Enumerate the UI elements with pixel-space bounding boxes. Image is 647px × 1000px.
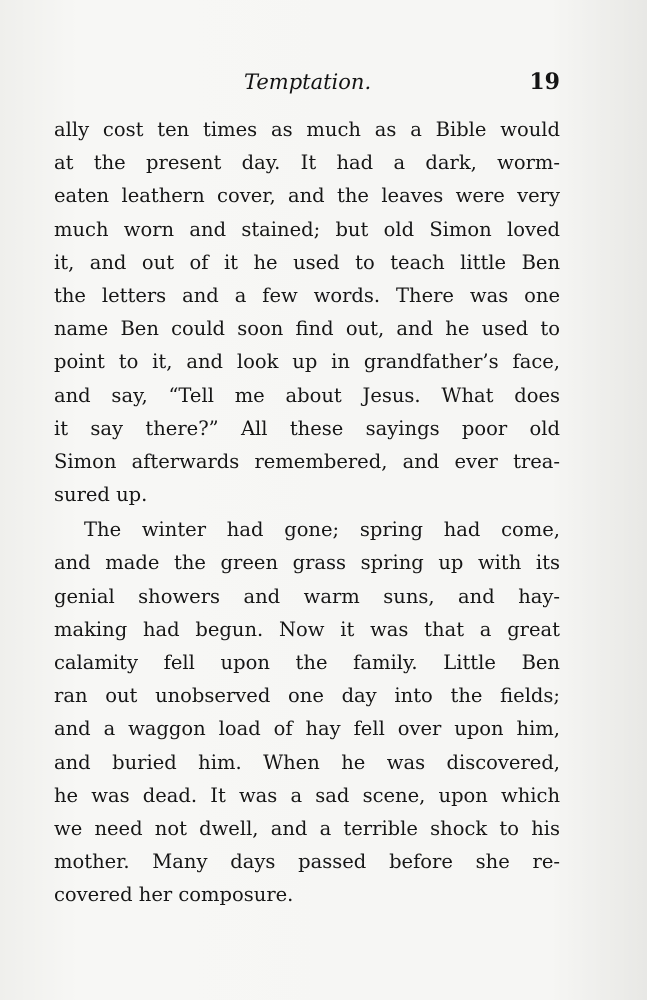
text-line: covered her composure. bbox=[54, 883, 294, 907]
text-line: the letters and a few words. There was one bbox=[54, 283, 560, 307]
text-line: and buried him. When he was discovered, bbox=[54, 750, 560, 774]
text-line: ran out unobserved one day into the fields; bbox=[54, 684, 560, 708]
text-line: Simon afterwards remembered, and ever trea- bbox=[54, 449, 560, 473]
text-line: genial showers and warm suns, and hay- bbox=[54, 584, 560, 608]
text-line: mother. Many days passed before she re- bbox=[54, 850, 560, 874]
text-line: and say, “Tell me about Jesus. What does bbox=[54, 383, 560, 407]
page-body bbox=[54, 113, 560, 912]
text-line: it say there?” All these sayings poor old bbox=[54, 416, 560, 440]
text-line: point to it, and look up in grandfather’s face, bbox=[54, 350, 560, 374]
text-line: it, and out of it he used to teach little Ben bbox=[54, 250, 560, 274]
page-number: 19 bbox=[529, 69, 560, 95]
text-line: much worn and stained; but old Simon loved bbox=[54, 217, 560, 241]
running-title: Temptation. bbox=[244, 70, 372, 94]
text-line: and a waggon load of hay fell over upon him, bbox=[54, 717, 560, 741]
text-line: eaten leathern cover, and the leaves were very bbox=[54, 184, 560, 208]
text-line: making had begun. Now it was that a great bbox=[54, 617, 560, 641]
paragraph-1 bbox=[54, 113, 560, 511]
text-line: ally cost ten times as much as a Bible would bbox=[54, 118, 560, 141]
text-line: at the present day. It had a dark, worm- bbox=[54, 151, 560, 175]
text-line: The winter had gone; spring had come, bbox=[84, 518, 560, 542]
text-line: sured up. bbox=[54, 483, 148, 507]
text-line: he was dead. It was a sad scene, upon which bbox=[54, 783, 560, 807]
paragraph-2 bbox=[54, 513, 560, 911]
page-header bbox=[54, 66, 560, 106]
text-line: name Ben could soon find out, and he used to bbox=[54, 317, 560, 341]
text-line: calamity fell upon the family. Little Ben bbox=[54, 651, 560, 674]
text-line: and made the green grass spring up with its bbox=[54, 551, 560, 575]
text-line: we need not dwell, and a terrible shock to his bbox=[54, 816, 560, 840]
